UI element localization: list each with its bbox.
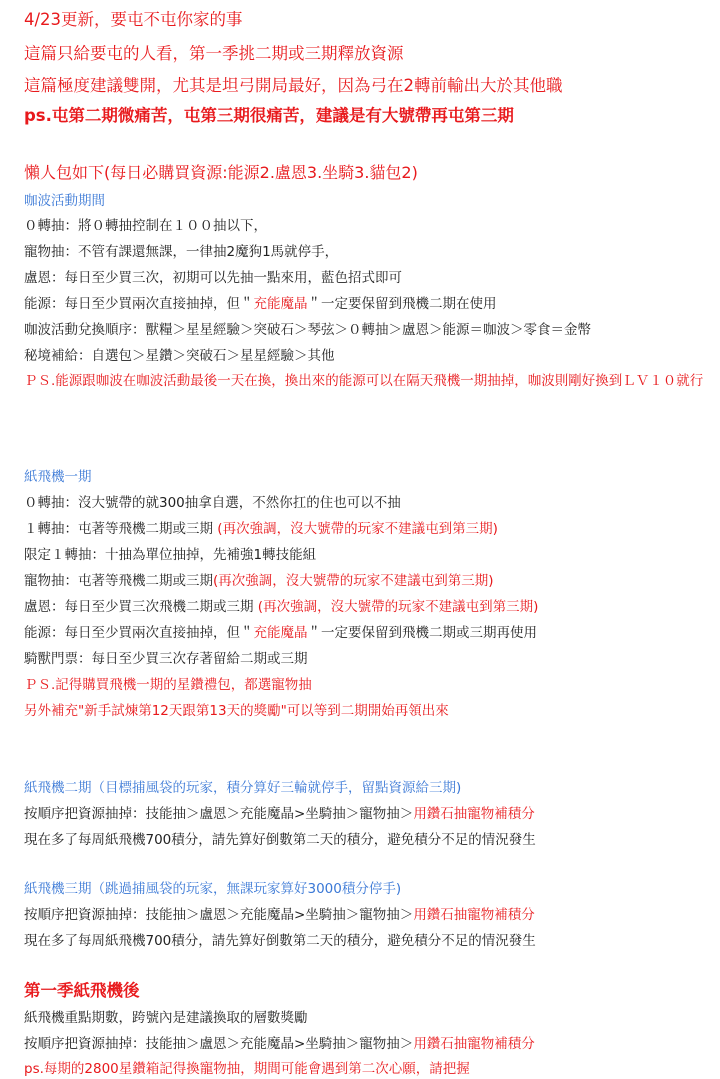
lazy-line-4 (24, 296, 497, 312)
after-line-1: 紙飛機重點期數，跨號內是建議換取的層數獎勵 (24, 1010, 308, 1026)
phase2-line-1-a: 按順序把資源抽掉：技能抽＞盧恩＞充能魔晶>坐騎抽＞寵物抽＞ (24, 806, 414, 822)
phase2-line-1 (24, 806, 535, 822)
lazy-line-1: ０轉抽：將０轉抽控制在１００抽以下， (24, 218, 267, 234)
lazy-line-4-highlight: 充能魔晶 (253, 296, 308, 312)
phase1-line-6-highlight: 充能魔晶 (253, 625, 308, 641)
lazy-line-5: 咖波活動兌換順序：獸糧＞星星經驗＞突破石＞琴弦＞０轉抽＞盧恩＞能源＝咖波＞零食＝金幣 (24, 322, 591, 338)
phase2-line-2: 現在多了每周紙飛機700積分，請先算好倒數第二天的積分，避免積分不足的情況發生 (24, 832, 536, 848)
phase1-line-4-a: 寵物抽：屯著等飛機二期或三期 (24, 573, 213, 589)
phase3-line-2: 現在多了每周紙飛機700積分，請先算好倒數第二天的積分，避免積分不足的情況發生 (24, 933, 536, 949)
phase1-line-4-note: (再次強調，沒大號帶的玩家不建議屯到第三期) (213, 573, 494, 589)
section-heading-phase-3: 紙飛機三期（跳過捕風袋的玩家，無課玩家算好3000積分停手) (24, 881, 402, 897)
phase3-line-1-a: 按順序把資源抽掉：技能抽＞盧恩＞充能魔晶>坐騎抽＞寵物抽＞ (24, 907, 414, 923)
phase1-line-7: 騎獸門票：每日至少買三次存著留給二期或三期 (24, 651, 308, 667)
phase1-line-2 (24, 521, 498, 537)
phase3-line-1 (24, 907, 535, 923)
phase1-line-3: 限定１轉抽：十抽為單位抽掉，先補強1轉技能組 (24, 547, 317, 563)
phase1-ps-1: ＰＳ.記得購買飛機一期的星鑽禮包，都選寵物抽 (24, 677, 312, 693)
phase1-line-6-a: 能源：每日至少買兩次直接抽掉，但＂ (24, 625, 254, 641)
section-heading-phase-2: 紙飛機二期（目標捕風袋的玩家，積分算好三輪就停手，留點資源給三期) (24, 780, 462, 796)
after-season-title: 第一季紙飛機後 (24, 981, 140, 1000)
lazy-ps: ＰＳ.能源跟咖波在咖波活動最後一天在換，換出來的能源可以在隔天飛機一期抽掉，咖波則剛好換到ＬＶ１０就行 (24, 373, 704, 389)
lazy-line-6: 秘境補給：自選包＞星鑽＞突破石＞星星經驗＞其他 (24, 348, 335, 364)
phase1-line-5 (24, 599, 538, 615)
section-heading-phase-1: 紙飛機一期 (24, 469, 92, 485)
section-heading-kapo: 咖波活動期間 (24, 193, 105, 209)
update-line: 4/23更新，要屯不屯你家的事 (24, 10, 243, 29)
phase1-line-2-a: １轉抽：屯著等飛機二期或三期 (24, 521, 218, 537)
phase1-line-5-note: (再次強調，沒大號帶的玩家不建議屯到第三期) (257, 599, 539, 615)
phase1-line-2-note: (再次強調，沒大號帶的玩家不建議屯到第三期) (217, 521, 498, 537)
intro-line-3: 這篇極度建議雙開，尤其是坦弓開局最好，因為弓在2轉前輸出大於其他職 (24, 76, 563, 95)
phase3-line-1-note: 用鑽石抽寵物補積分 (413, 907, 535, 923)
lazy-line-4-c: ＂一定要保留到飛機二期在使用 (307, 296, 497, 312)
intro-ps-line: ps.屯第二期微痛苦，屯第三期很痛苦，建議是有大號帶再屯第三期 (24, 106, 514, 125)
after-ps: ps.每期的2800星鑽箱記得換寵物抽，期間可能會遇到第二次心願，請把握 (24, 1061, 470, 1077)
phase1-line-4 (24, 573, 494, 589)
after-line-2 (24, 1036, 535, 1052)
phase1-line-1: ０轉抽：沒大號帶的就300抽拿自選，不然你扛的住也可以不抽 (24, 495, 401, 511)
after-line-2-note: 用鑽石抽寵物補積分 (413, 1036, 535, 1052)
lazy-line-2: 寵物抽：不管有課還無課，一律抽2魔狗1馬就停手， (24, 244, 339, 260)
after-line-2-a: 按順序把資源抽掉：技能抽＞盧恩＞充能魔晶>坐騎抽＞寵物抽＞ (24, 1036, 414, 1052)
phase2-line-1-note: 用鑽石抽寵物補積分 (413, 806, 535, 822)
phase1-ps-2: 另外補充"新手試煉第12天跟第13天的獎勵"可以等到二期開始再領出來 (24, 703, 449, 719)
intro-line-2: 這篇只給要屯的人看，第一季挑二期或三期釋放資源 (24, 44, 404, 63)
lazy-line-3: 盧恩：每日至少買三次，初期可以先抽一點來用，藍色招式即可 (24, 270, 402, 286)
phase1-line-6-c: ＂一定要保留到飛機二期或三期再使用 (307, 625, 537, 641)
phase1-line-5-a: 盧恩：每日至少買三次飛機二期或三期 (24, 599, 258, 615)
lazy-line-4-a: 能源：每日至少買兩次直接抽掉，但＂ (24, 296, 254, 312)
lazy-pack-title: 懶人包如下(每日必購買資源:能源2.盧恩3.坐騎3.貓包2) (24, 163, 418, 182)
phase1-line-6 (24, 625, 537, 641)
